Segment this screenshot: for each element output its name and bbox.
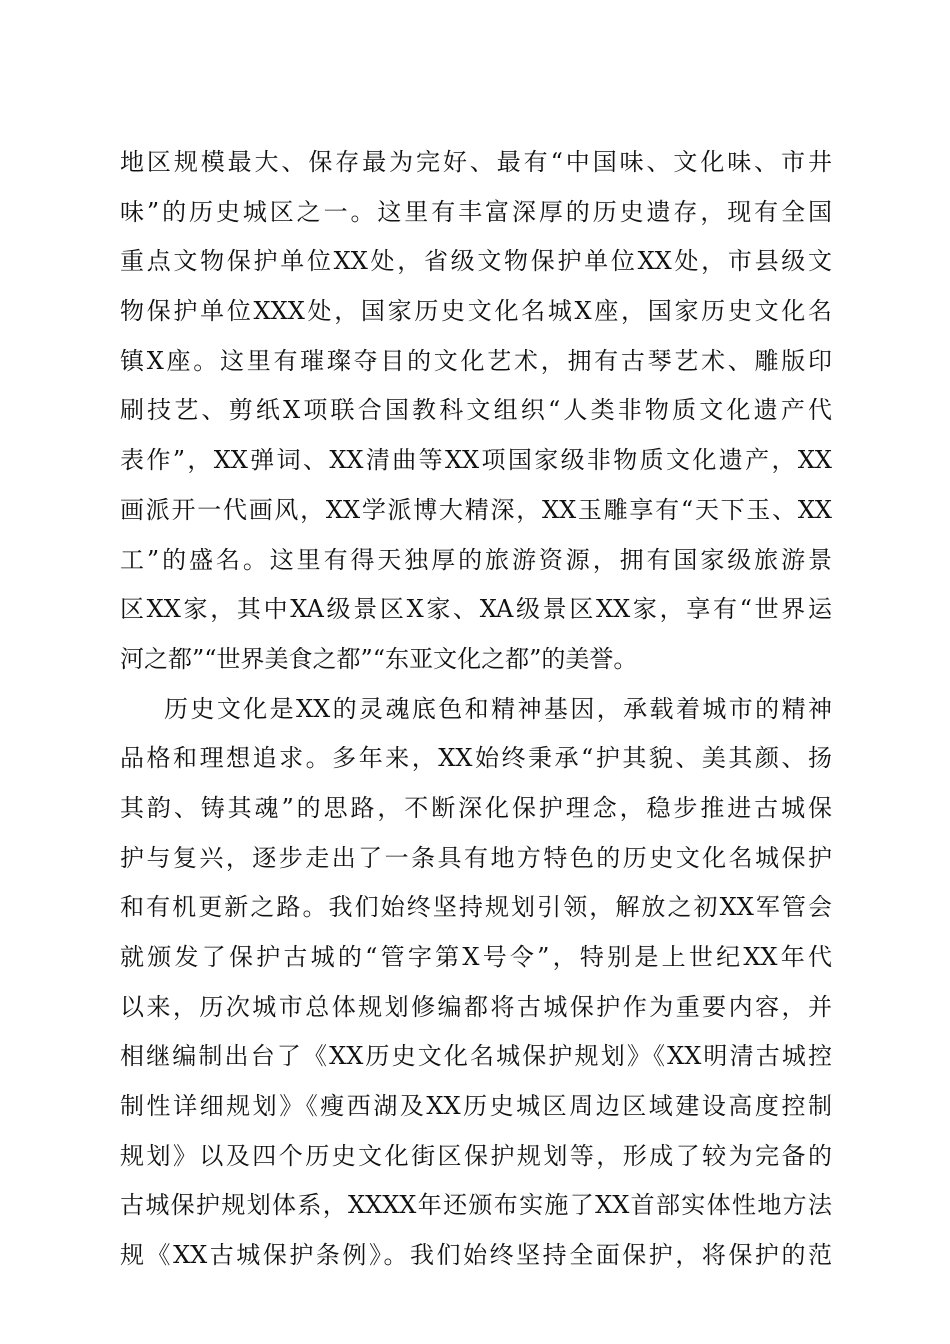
- text-line: 规《XX古城保护条例》。我们始终坚持全面保护，将保护的范: [120, 1241, 832, 1270]
- text-line: 刷技艺、剪纸X项联合国教科文组织“人类非物质文化遗产代: [120, 396, 832, 425]
- text-line: 地区规模最大、保存最为完好、最有“中国味、文化味、市井: [120, 148, 832, 176]
- text-line: 相继编制出台了《XX历史文化名城保护规划》《XX明清古城控: [120, 1042, 832, 1071]
- text-line: 味”的历史城区之一。这里有丰富深厚的历史遗存，现有全国: [120, 197, 832, 226]
- text-line: 制性详细规划》《瘦西湖及XX历史城区周边区域建设高度控制: [120, 1092, 832, 1121]
- paragraph-start-line: 历史文化是XX的灵魂底色和精神基因，承载着城市的精神: [164, 694, 832, 723]
- text-line: 护与复兴，逐步走出了一条具有地方特色的历史文化名城保护: [120, 843, 832, 872]
- text-line: 就颁发了保护古城的“管字第X号令”，特别是上世纪XX年代: [120, 943, 832, 971]
- text-line: 其韵、铸其魂”的思路，不断深化保护理念，稳步推进古城保: [120, 793, 832, 822]
- text-line: 镇X座。这里有璀璨夺目的文化艺术，拥有古琴艺术、雕版印: [120, 346, 832, 375]
- text-line: 区XX家，其中XA级景区X家、XA级景区XX家，享有“世界运: [120, 595, 832, 624]
- text-line: 古城保护规划体系，XXXX年还颁布实施了XX首部实体性地方法: [120, 1191, 832, 1220]
- text-line: 和有机更新之路。我们始终坚持规划引领，解放之初XX军管会: [120, 893, 832, 922]
- body-text: [120, 138, 832, 1281]
- text-line: 画派开一代画风，XX学派博大精深，XX玉雕享有“天下玉、XX: [120, 495, 832, 524]
- text-line: 品格和理想追求。多年来，XX始终秉承“护其貌、美其颜、扬: [120, 744, 832, 773]
- text-line: 工”的盛名。这里有得天独厚的旅游资源，拥有国家级旅游景: [120, 545, 832, 574]
- text-line: 表作”，XX弹词、XX清曲等XX项国家级非物质文化遗产，XX: [120, 446, 832, 475]
- paragraph-end-line: 河之都”“世界美食之都”“东亚文化之都”的美誉。: [120, 644, 638, 673]
- text-line: 物保护单位XXX处，国家历史文化名城X座，国家历史文化名: [120, 297, 832, 326]
- text-line: 以来，历次城市总体规划修编都将古城保护作为重要内容，并: [120, 992, 832, 1021]
- text-line: 规划》以及四个历史文化街区保护规划等，形成了较为完备的: [120, 1141, 832, 1170]
- text-line: 重点文物保护单位XX处，省级文物保护单位XX处，市县级文: [120, 247, 832, 276]
